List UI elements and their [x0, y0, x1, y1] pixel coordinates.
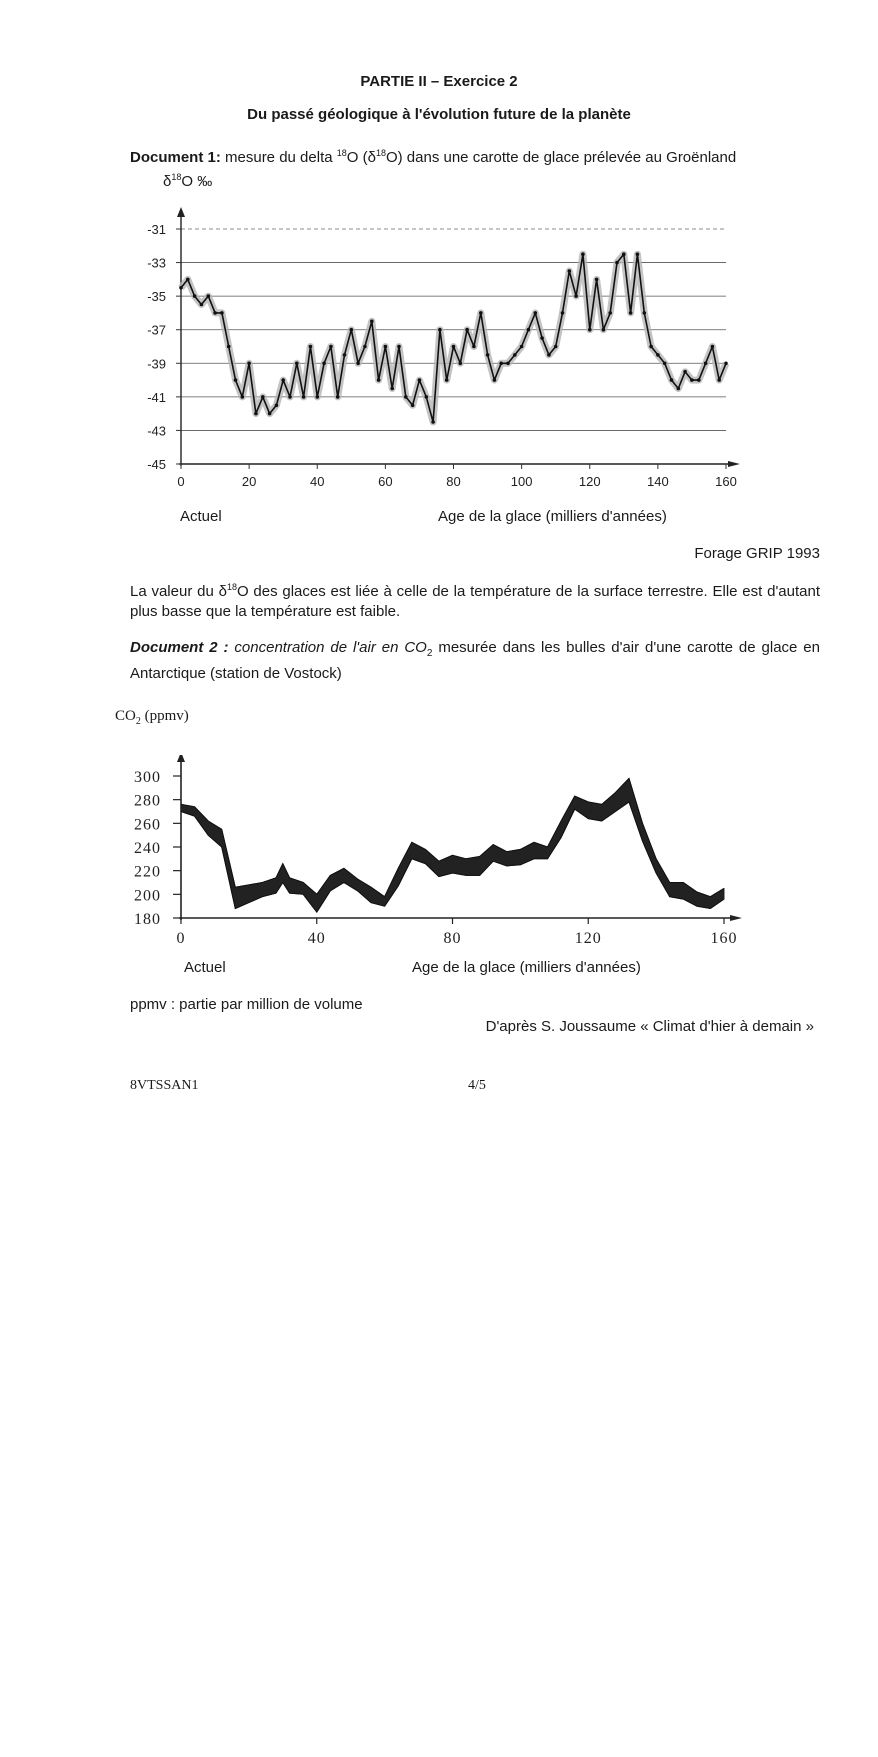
delta18o-data-point — [336, 395, 340, 399]
delta18o-data-point — [479, 311, 483, 315]
delta18o-y-tick-label: -33 — [147, 255, 166, 271]
delta18o-data-point — [629, 311, 633, 315]
doc1-caption — [130, 148, 830, 168]
doc1-x-axis-label: Age de la glace (milliers d'années) — [438, 508, 667, 525]
doc2-source: D'après S. Joussaume « Climat d'hier à demain » — [485, 1018, 814, 1035]
co2-series — [181, 778, 724, 912]
delta18o-x-tick-label: 120 — [578, 474, 601, 489]
delta18o-data-point — [288, 395, 292, 399]
delta18o-x-tick-label: 100 — [510, 474, 533, 489]
doc2-label: Document 2 : — [130, 639, 229, 656]
doc1-source: Forage GRIP 1993 — [694, 545, 820, 562]
doc1-label: Document 1: — [130, 149, 221, 166]
delta18o-data-point — [670, 378, 674, 382]
delta18o-y-tick-label: -39 — [147, 356, 166, 372]
delta18o-y-tick-label: -37 — [147, 322, 166, 338]
delta18o-data-point — [350, 328, 354, 332]
delta18o-data-point — [683, 370, 687, 374]
delta18o-data-point — [499, 362, 503, 366]
doc1-iso-sup: 18 — [336, 148, 347, 158]
doc2-text-sub: 2 — [426, 648, 433, 659]
doc2-caption — [130, 638, 820, 684]
delta18o-data-point — [193, 294, 197, 298]
co2-y-tick-label: 280 — [134, 792, 161, 810]
delta18o-y-ticks — [147, 222, 181, 472]
delta18o-data-point — [295, 362, 299, 366]
delta18o-x-tick-label: 60 — [378, 474, 393, 489]
delta18o-data-point — [677, 387, 681, 391]
delta18o-data-point — [588, 328, 592, 332]
delta18o-data-point — [247, 362, 251, 366]
delta18o-data-point — [254, 412, 258, 416]
delta18o-data-point — [704, 362, 708, 366]
doc1-ylabel-delta: δ — [163, 173, 172, 190]
footer-code: 8VTSSAN1 — [130, 1078, 199, 1093]
delta18o-data-point — [220, 311, 224, 315]
delta18o-data-point — [227, 345, 231, 349]
delta18o-data-point — [506, 362, 510, 366]
delta18o-data-point — [656, 353, 660, 357]
doc2-y-axis-label — [115, 708, 189, 727]
delta18o-data-point — [574, 294, 578, 298]
doc1-desc-1: La valeur du δ — [130, 583, 227, 600]
delta18o-data-point — [207, 294, 211, 298]
delta18o-data-point — [329, 345, 333, 349]
delta18o-y-tick-label: -41 — [147, 389, 166, 405]
delta18o-data-point — [697, 378, 701, 382]
doc2-ylabel-sub: 2 — [135, 716, 141, 727]
delta18o-x-arrow — [728, 461, 740, 467]
delta18o-data-point — [261, 395, 265, 399]
co2-x-tick-label: 80 — [443, 930, 462, 947]
delta18o-data-point — [561, 311, 565, 315]
delta18o-data-point — [527, 328, 531, 332]
delta18o-data-point — [384, 345, 388, 349]
doc2-text-a: concentration de l'air en CO — [228, 639, 427, 656]
delta18o-data-point — [370, 320, 374, 324]
doc1-text-b: O (δ — [346, 149, 376, 166]
delta18o-data-point — [486, 353, 490, 357]
delta18o-data-point — [534, 311, 538, 315]
delta18o-data-point — [241, 395, 245, 399]
co2-y-ticks — [134, 769, 181, 928]
delta18o-y-tick-label: -43 — [147, 423, 166, 439]
delta18o-data-point — [431, 420, 435, 424]
delta18o-data-point — [643, 311, 647, 315]
delta18o-x-tick-label: 80 — [446, 474, 461, 489]
delta18o-data-point — [520, 345, 524, 349]
delta18o-y-tick-label: -35 — [147, 289, 166, 305]
co2-y-arrow — [177, 755, 185, 762]
delta18o-data-point — [213, 311, 217, 315]
delta18o-x-ticks — [177, 464, 736, 489]
doc1-text-a: mesure du delta — [220, 149, 337, 166]
delta18o-data-point — [268, 412, 272, 416]
doc2-ylabel-b: (ppmv) — [140, 708, 189, 724]
delta18o-data-point — [568, 269, 572, 273]
delta18o-data-point — [356, 362, 360, 366]
delta18o-data-point — [452, 345, 456, 349]
co2-x-tick-label: 0 — [176, 930, 186, 947]
delta18o-x-tick-label: 160 — [715, 474, 737, 489]
delta18o-data-point — [281, 378, 285, 382]
delta18o-data-point — [445, 378, 449, 382]
doc2-ylabel-a: CO — [115, 708, 136, 724]
delta18o-data-point — [602, 328, 606, 332]
co2-x-arrow — [730, 915, 742, 921]
delta18o-data-point — [690, 378, 694, 382]
delta18o-data-point — [302, 395, 306, 399]
delta18o-y-arrow — [177, 207, 185, 217]
doc2-x-left-label: Actuel — [184, 959, 226, 976]
delta18o-data-point — [390, 387, 394, 391]
delta18o-data-point — [411, 404, 415, 408]
delta18o-data-point — [309, 345, 313, 349]
co2-x-tick-label: 120 — [574, 930, 602, 947]
delta18o-data-point — [649, 345, 653, 349]
co2-y-tick-label: 220 — [134, 863, 161, 881]
delta18o-data-point — [717, 378, 721, 382]
delta18o-data-point — [622, 252, 626, 256]
footer-page: 4/5 — [468, 1078, 486, 1093]
doc2-text-b: mesurée dans les bulles d'air d'une carotte de glace en Antarctique (station de Vostock) — [130, 639, 820, 682]
doc2-x-axis-label: Age de la glace (milliers d'années) — [412, 959, 641, 976]
delta18o-data-point — [200, 303, 204, 307]
delta18o-data-point — [343, 353, 347, 357]
co2-band — [181, 778, 724, 912]
delta18o-data-point — [663, 362, 667, 366]
delta18o-data-point — [186, 278, 190, 282]
doc1-y-axis-label — [163, 172, 212, 192]
delta18o-y-tick-label: -45 — [147, 457, 166, 472]
co2-y-tick-label: 300 — [134, 769, 161, 786]
co2-y-tick-label: 260 — [134, 816, 161, 834]
delta18o-x-tick-label: 0 — [177, 474, 185, 489]
delta18o-axes — [177, 207, 740, 467]
delta18o-x-tick-label: 20 — [241, 474, 257, 489]
delta18o-data-point — [397, 345, 401, 349]
delta18o-data-point — [275, 404, 279, 408]
delta18o-data-point — [377, 378, 381, 382]
doc1-desc-sup: 18 — [226, 582, 237, 592]
co2-x-tick-label: 160 — [710, 930, 738, 947]
doc2-note: ppmv : partie par million de volume — [130, 996, 363, 1013]
delta18o-data-point — [554, 345, 558, 349]
delta18o-data-point — [179, 286, 183, 290]
page-title: PARTIE II – Exercice 2 — [360, 73, 518, 90]
delta18o-data-point — [418, 378, 422, 382]
delta18o-chart — [0, 195, 878, 500]
doc1-desc-2: O des glaces est liée à celle de la température de la surface terrestre. Elle est d'autant plus basse que la température est faible. — [130, 583, 821, 620]
delta18o-data-point — [547, 353, 551, 357]
delta18o-data-point — [724, 362, 728, 366]
delta18o-x-tick-label: 140 — [647, 474, 669, 489]
delta18o-data-point — [322, 362, 326, 366]
delta18o-data-point — [581, 252, 585, 256]
delta18o-data-point — [438, 328, 442, 332]
doc1-text-c: O) dans une carotte de glace prélevée au Groënland — [385, 149, 737, 166]
delta18o-y-tick-label: -31 — [147, 222, 166, 237]
delta18o-data-point — [608, 311, 612, 315]
delta18o-data-point — [425, 395, 429, 399]
co2-x-ticks — [177, 918, 738, 947]
delta18o-x-tick-label: 40 — [310, 474, 325, 489]
co2-y-tick-label: 200 — [134, 887, 161, 905]
delta18o-data-point — [472, 345, 476, 349]
delta18o-data-point — [363, 345, 367, 349]
doc1-ylabel-sup: 18 — [171, 172, 182, 182]
doc1-ylabel-rest: O ‰ — [181, 173, 213, 190]
delta18o-data-point — [465, 328, 469, 332]
delta18o-data-point — [459, 362, 463, 366]
co2-y-tick-label: 240 — [134, 840, 161, 857]
page-subtitle: Du passé géologique à l'évolution future de la planète — [247, 106, 631, 123]
co2-x-tick-label: 40 — [307, 930, 326, 947]
doc1-description — [130, 582, 820, 622]
delta18o-data-point — [540, 336, 544, 340]
delta18o-series — [179, 252, 728, 423]
delta18o-data-point — [493, 378, 497, 382]
delta18o-data-point — [234, 378, 238, 382]
delta18o-data-point — [711, 345, 715, 349]
co2-chart — [0, 755, 878, 960]
delta18o-data-point — [316, 395, 320, 399]
delta18o-data-point — [636, 252, 640, 256]
delta18o-data-point — [404, 395, 408, 399]
delta18o-data-point — [513, 353, 517, 357]
doc1-x-left-label: Actuel — [180, 508, 222, 525]
delta18o-data-point — [615, 261, 619, 265]
co2-y-tick-label: 180 — [134, 911, 161, 928]
doc1-iso-sup-2: 18 — [375, 148, 386, 158]
delta18o-data-point — [595, 278, 599, 282]
